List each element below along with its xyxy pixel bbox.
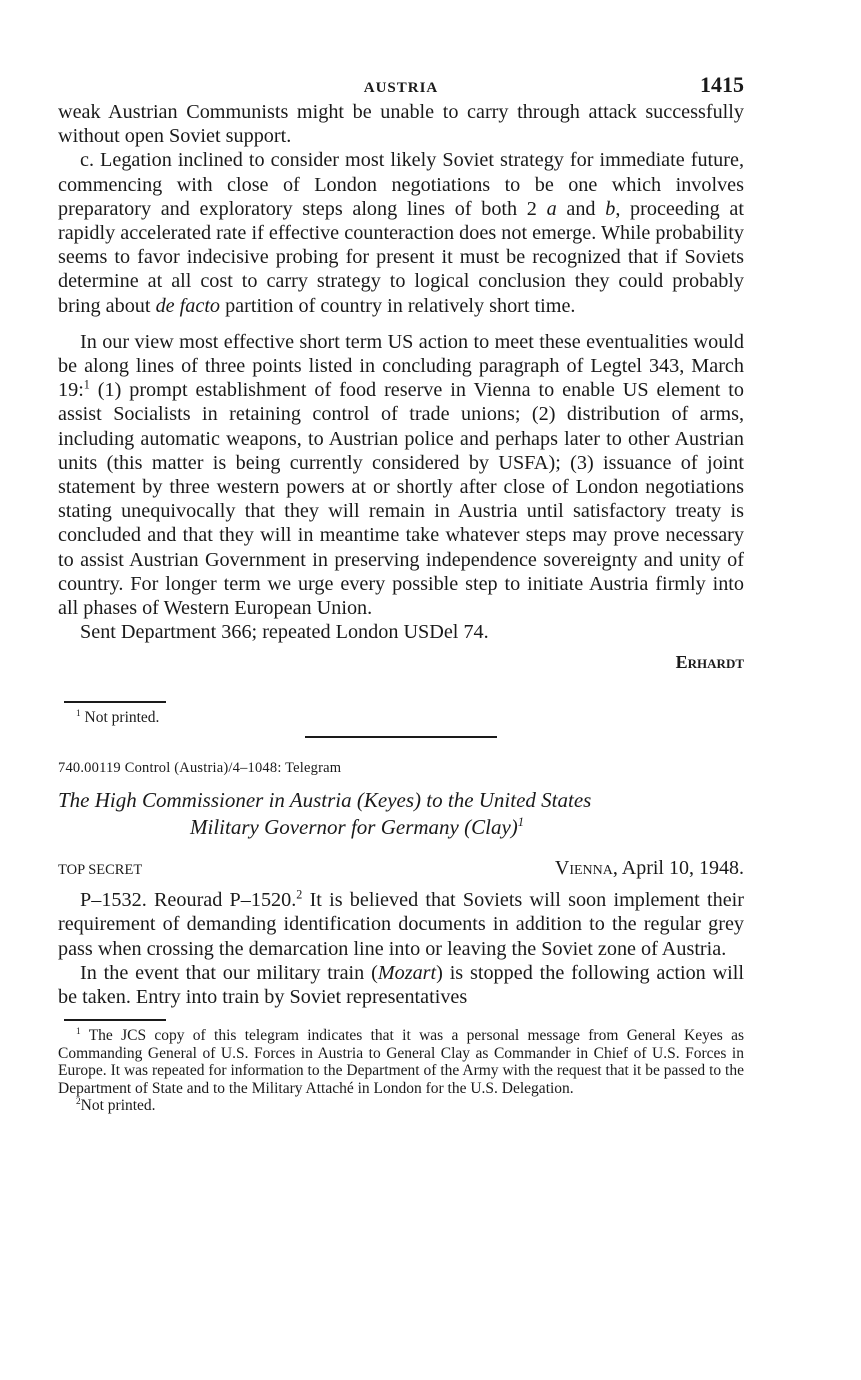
footnote-rule — [64, 1019, 166, 1021]
telegram-text — [58, 888, 744, 1009]
paragraph-sent: Sent Department 366; repeated London USDel 74. — [80, 621, 489, 644]
dateline — [555, 857, 744, 880]
page-number: 1415 — [700, 72, 744, 97]
document-separator — [305, 736, 497, 738]
footnote-marker: 1 — [76, 1027, 81, 1038]
footnote-ref: 1 — [517, 815, 525, 830]
paragraph-c — [58, 148, 744, 317]
text-span: partition of country in relatively short time. — [220, 294, 576, 317]
italic-span: b — [605, 197, 616, 220]
footnote-jcs — [58, 1027, 744, 1097]
classification: TOP SECRET — [58, 862, 143, 879]
text-span: In the event that our military train ( — [80, 961, 378, 984]
paragraph-p1532 — [58, 888, 744, 961]
footnote-text: The JCS copy of this telegram indicates that it was a personal message from General Keyes as Commanding General of U.S. Forces in Austria to General Clay as Commander in Chief of U.S. Forces in Europe. It was repeated for information to the Department of the Army with the request that it be passed to the Department of State and to the Military Attaché in London for the U.S. Delegation. — [58, 1027, 744, 1097]
document-page — [58, 70, 744, 1115]
italic-span: Mozart — [377, 961, 437, 984]
footnote-1 — [76, 709, 744, 727]
title-line-1: The High Commissioner in Austria (Keyes) to the United States — [58, 788, 592, 813]
dateline-place: Vienna — [554, 857, 613, 880]
footnote-2 — [76, 1097, 744, 1115]
text-span: and — [556, 197, 606, 220]
footnote-rule — [64, 701, 166, 703]
footnote-marker: 2 — [76, 1097, 81, 1108]
dateline-date: , April 10, 1948. — [612, 857, 744, 880]
paragraph-us-action — [58, 330, 744, 620]
italic-span: de facto — [155, 294, 221, 317]
dateline-row — [58, 857, 744, 880]
title-text: Military Governor for Germany (Clay) — [190, 815, 518, 840]
text-span: , proceeding at rapidly accelerated rate if effective counteraction does not emerge. While probability seems to favor indecisive probing for present it must be recognized that if Soviets determine at all cost to carry strategy to logical conclusion they could probably bring about — [58, 197, 744, 317]
text-span: ) is stopped the following action will be taken. Entry into train by Soviet representatives — [58, 961, 744, 1008]
footnote-ref: 1 — [83, 377, 90, 392]
paragraph-continuation: weak Austrian Communists might be unable to carry through attack successfully without open Soviet support. — [58, 101, 744, 148]
footnote-text: Not printed. — [84, 708, 160, 726]
text-span: It is believed that Soviets will soon implement their requirement of demanding identification documents in addition to the regular grey pass when crossing the demarcation line into or leaving the Soviet zone of Austria. — [58, 889, 744, 960]
footnote-text: Not printed. — [80, 1097, 156, 1115]
page-header — [58, 70, 744, 100]
signature: Erhardt — [675, 652, 744, 673]
text-span: In our view most effective short term US action to meet these eventualities would be along lines of three points listed in concluding paragraph of Legtel 343, March 19: — [58, 330, 744, 402]
main-text — [58, 100, 744, 675]
text-span: (1) prompt establishment of food reserve in Vienna to enable US element to assist Socialists in retaining control of trade unions; (2) distribution of arms, including automatic weapons, to Austrian police and perhaps later to other Austrian units (this matter is being currently considered by USFA); (3) issuance of joint statement by three western powers at or shortly after close of London negotiations stating unequivocally that they will remain in Austria until satisfactory treaty is concluded and that they will in meantime take whatever steps may prove necessary to assist Austrian Government in preserving independence sovereignty and unity of country. For longer term we urge every possible step to initiate Austria firmly into all phases of Western European Union. — [58, 379, 744, 620]
document-title — [58, 787, 744, 841]
running-head: AUSTRIA — [363, 80, 439, 96]
footnote-ref: 2 — [296, 887, 303, 902]
italic-span: a — [546, 197, 557, 220]
paragraph-train — [58, 961, 744, 1009]
file-reference: 740.00119 Control (Austria)/4–1048: Telegram — [58, 760, 342, 777]
footnote-marker: 1 — [76, 708, 81, 719]
title-line-2 — [58, 814, 744, 841]
text-span: P–1532. Reourad P–1520. — [80, 889, 297, 912]
text-span: c. Legation inclined to consider most likely Soviet strategy for immediate future, commencing with close of London negotiations to be one which involves preparatory and exploratory steps along lines of both 2 — [58, 149, 744, 220]
